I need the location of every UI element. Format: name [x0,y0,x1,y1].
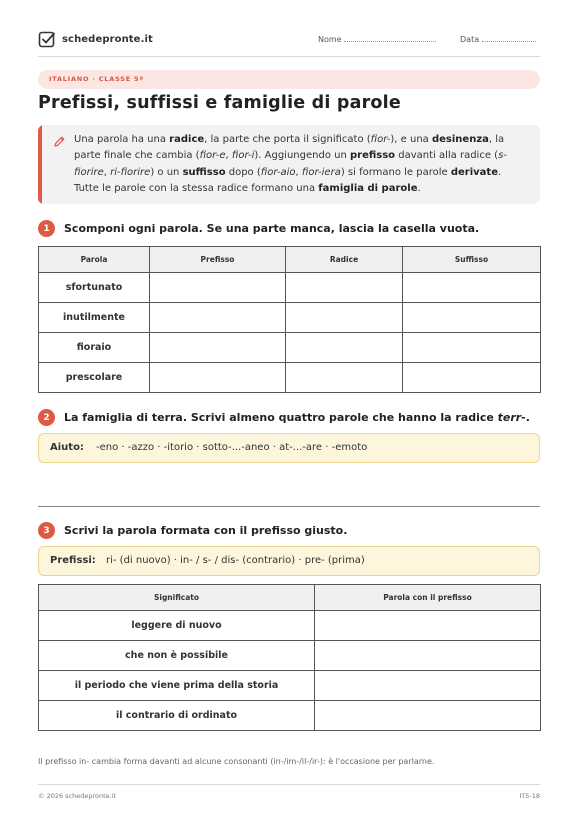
table-row [39,701,541,731]
prefixed-word-answer-cell[interactable] [315,641,541,671]
meaning-cell: leggere di nuovo [39,611,315,641]
name-field[interactable] [318,35,436,44]
prefixed-word-answer-cell[interactable] [315,611,541,641]
hint-box [38,433,540,463]
intro-text: Una parola ha una radice, la parte che porta il significato (fior-), e una desinenza, la parte finale che cambia (fior-e, fior-i). Aggiungendo un prefisso davanti alla radice (s-fiorire, ri-fiorire) o un suffisso dopo (fior-aio, fior-iera) si formano le parole derivate. Tutte le parole con la stessa radice formano una famiglia di parole. [74,134,507,195]
exercise-3-instruction: Scrivi la parola formata con il prefisso giusto. [64,524,348,537]
meaning-cell: il periodo che viene prima della storia [39,671,315,701]
root-answer-cell[interactable] [286,333,403,363]
prefixed-word-answer-cell[interactable] [315,671,541,701]
table-row [39,611,541,641]
column-header: Radice [286,247,403,273]
column-header: Parola [39,247,150,273]
column-header: Prefisso [150,247,286,273]
date-blank[interactable] [482,41,536,42]
intro-box [38,125,540,204]
hint-label: Aiuto: [50,442,84,453]
column-header: Suffisso [403,247,541,273]
header-divider [38,56,540,57]
prefixes-label: Prefissi: [50,555,96,566]
column-header: Significato [39,585,315,611]
checkbox-icon [38,30,56,48]
prefix-answer-cell[interactable] [150,273,286,303]
prefixes-text: ri- (di nuovo) · in- / s- / dis- (contrario) · pre- (prima) [106,555,365,566]
brand-name: schedepronte.it [62,33,153,45]
exercise-2-instruction: La famiglia di terra. Scrivi almeno quattro parole che hanno la radice terr-. [64,411,530,424]
word-cell: fioraio [39,333,150,363]
page-title: Prefissi, suffissi e famiglie di parole [38,93,401,113]
name-label: Nome [318,35,342,44]
subject-tag-label: ITALIANO · CLASSE 5ª [49,75,144,83]
suffix-answer-cell[interactable] [403,273,541,303]
exercise-1-instruction: Scomponi ogni parola. Se una parte manca, lascia la casella vuota. [64,222,480,235]
intro-accent-bar [38,125,42,204]
name-blank[interactable] [344,41,436,42]
pencil-icon [53,135,66,148]
table-row [39,641,541,671]
table-row [39,671,541,701]
footer-code: IT5-18 [519,792,540,800]
table-row [39,273,541,303]
root-answer-cell[interactable] [286,273,403,303]
footer-divider [38,784,540,785]
footer-copyright: © 2026 schedepronte.it [38,792,117,800]
hint-text: -eno · -azzo · -itorio · sotto-...-aneo · at-...-are · -emoto [96,442,368,453]
prefix-table [38,584,541,731]
teacher-note: Il prefisso in- cambia forma davanti ad alcune consonanti (in-/im-/il-/ir-): è l'occasione per parlarne. [38,757,435,766]
suffix-answer-cell[interactable] [403,363,541,393]
table-row [39,303,541,333]
brand [38,30,153,48]
table-row [39,363,541,393]
exercise-3-heading [38,522,347,539]
column-header: Parola con il prefisso [315,585,541,611]
meaning-cell: il contrario di ordinato [39,701,315,731]
table-row [39,333,541,363]
word-cell: inutilmente [39,303,150,333]
suffix-answer-cell[interactable] [403,333,541,363]
exercise-2-heading [38,409,530,426]
decomposition-table [38,246,541,393]
prefixes-box [38,546,540,576]
date-label: Data [460,35,480,44]
prefixed-word-answer-cell[interactable] [315,701,541,731]
root-answer-cell[interactable] [286,363,403,393]
subject-tag [38,70,540,89]
answer-line[interactable] [38,506,540,507]
exercise-3-number: 3 [38,522,55,539]
table-header-row [39,585,541,611]
prefix-answer-cell[interactable] [150,363,286,393]
word-cell: prescolare [39,363,150,393]
date-field[interactable] [460,35,536,44]
prefix-answer-cell[interactable] [150,333,286,363]
table-header-row [39,247,541,273]
exercise-2-number: 2 [38,409,55,426]
meaning-cell: che non è possibile [39,641,315,671]
word-cell: sfortunato [39,273,150,303]
prefix-answer-cell[interactable] [150,303,286,333]
exercise-1-number: 1 [38,220,55,237]
exercise-1-heading [38,220,479,237]
suffix-answer-cell[interactable] [403,303,541,333]
root-answer-cell[interactable] [286,303,403,333]
